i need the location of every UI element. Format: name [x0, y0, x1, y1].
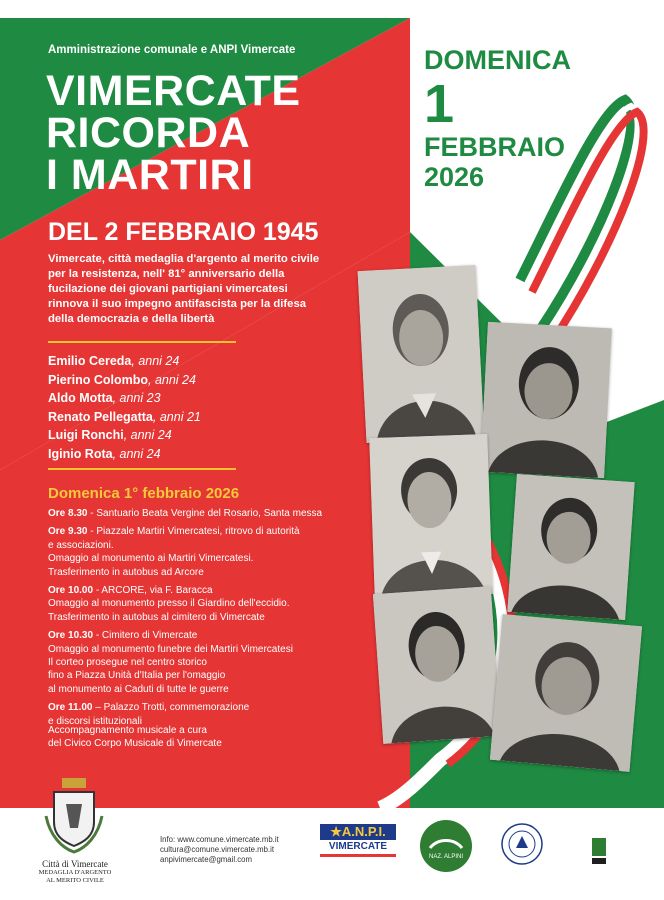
martyr-age: , anni 24 [123, 428, 172, 442]
program-time: Ore 10.00 [48, 585, 94, 597]
program-text: Trasferimento in autobus al cimitero di Vimercate [48, 611, 265, 623]
martyr-name: Emilio Cereda [48, 354, 132, 368]
portrait-photo [373, 586, 501, 744]
city-line: MEDAGLIA D'ARGENTO [38, 869, 112, 876]
program-text: - Santuario Beata Vergine del Rosario, Santa messa [87, 508, 323, 519]
program-text: - Piazzale Martiri Vimercatesi, ritrovo di autorità [87, 526, 300, 538]
list-item [48, 408, 201, 427]
portrait-photo [369, 434, 493, 598]
list-item [48, 426, 201, 445]
list-item [48, 445, 201, 464]
date-weekday: DOMENICA [424, 45, 571, 75]
alpini-label: NAZ. ALPINI [428, 854, 464, 860]
program-text: Omaggio al monumento presso il Giardino dell'eccidio. [48, 598, 290, 610]
program-text: e associazioni. [48, 539, 114, 551]
date-year: 2026 [424, 162, 485, 192]
program-text: - ARCORE, via F. Baracca [93, 585, 213, 597]
poster-title [46, 67, 301, 199]
martyrs-list [48, 352, 201, 463]
program-item [48, 584, 348, 624]
martyr-age: , anni 23 [112, 391, 161, 405]
list-item [48, 389, 201, 408]
intro-line: rinnova il suo impegno antifascista per la difesa [48, 298, 307, 310]
title-line-3: I MARTIRI [46, 151, 254, 199]
intro-line: per la resistenza, nell' 81° anniversario della [48, 268, 285, 280]
martyr-name: Renato Pellegatta [48, 409, 153, 424]
event-date [424, 44, 571, 192]
martyr-name: Aldo Motta [48, 391, 113, 405]
anpi-bottom-text: VIMERCATE [320, 840, 396, 857]
martyr-age: , anni 24 [131, 354, 180, 368]
list-item [48, 371, 201, 390]
program-list [48, 507, 348, 733]
program-time: Ore 10.30 [48, 630, 94, 642]
portrait-photo [490, 614, 642, 772]
organizer-line: Amministrazione comunale e ANPI Vimercate [48, 44, 296, 56]
program-text: Omaggio al monumento funebre dei Martiri Vimercatesi [48, 643, 293, 655]
anpi-top-text: A.N.P.I. [341, 824, 386, 839]
program-time: Ore 11.00 [48, 702, 93, 714]
program-text: Trasferimento in autobus ad Arcore [48, 566, 204, 578]
program-text: fino a Piazza Unità d'Italia per l'omaggio [48, 670, 226, 682]
poster-subtitle: DEL 2 FEBBRAIO 1945 [48, 218, 319, 246]
date-month: FEBBRAIO [424, 132, 565, 162]
accompaniment-note [48, 724, 222, 751]
info-line: anpivimercate@gmail.com [160, 855, 252, 864]
accompaniment-line: Accompagnamento musicale a cura [48, 725, 207, 736]
program-time: Ore 8.30 [48, 508, 88, 519]
martyr-age: , anni 21 [152, 409, 201, 424]
program-time: Ore 9.30 [48, 526, 88, 538]
city-name: Città di Vimercate [42, 859, 108, 869]
contact-info [160, 835, 279, 865]
date-day: 1 [424, 74, 455, 134]
portrait-photo [358, 265, 485, 443]
portrait-photo [480, 322, 612, 478]
program-text: Il corteo prosegue nel centro storico [48, 657, 207, 669]
title-line-2: RICORDA [46, 109, 251, 157]
list-item [48, 352, 201, 371]
martyr-age: , anni 24 [112, 446, 161, 461]
program-item [48, 629, 348, 696]
program-text: e discorsi istituzionali [48, 715, 142, 727]
city-line: AL MERITO CIVILE [46, 877, 104, 884]
small-emblem-icon [590, 836, 608, 866]
intro-line: fucilazione dei giovani partigiani vimercatesi [48, 283, 288, 295]
martyr-name: Iginio Rota [48, 446, 113, 461]
intro-line: Vimercate, città medaglia d'argento al merito civile [48, 253, 320, 265]
info-line: Info: www.comune.vimercate.mb.it [160, 835, 279, 844]
program-text: al monumento ai Caduti di tutte le guerre [48, 683, 229, 695]
city-caption [20, 859, 130, 885]
intro-line: della democrazia e della libertà [48, 313, 215, 325]
portrait-photo [507, 474, 634, 620]
program-item [48, 525, 348, 579]
circular-seal-icon [500, 822, 544, 866]
title-line-1: VIMERCATE [46, 67, 301, 115]
info-line: cultura@comune.vimercate.mb.it [160, 845, 275, 854]
program-text: - Cimitero di Vimercate [93, 630, 198, 642]
martyr-name: Luigi Ronchi [48, 428, 124, 442]
city-crest-icon [42, 776, 106, 856]
program-date-heading: Domenica 1° febbraio 2026 [48, 485, 240, 502]
program-text: Omaggio al monumento ai Martiri Vimercatesi. [48, 553, 254, 565]
divider-bottom [48, 468, 236, 470]
program-text: – Palazzo Trotti, commemorazione [92, 702, 250, 714]
intro-paragraph [48, 252, 348, 327]
divider-top [48, 341, 236, 343]
anpi-logo-icon: ★A.N.P.I. VIMERCATE [320, 824, 396, 856]
alpini-logo-icon [418, 818, 474, 874]
martyr-name: Pierino Colombo [48, 372, 148, 387]
martyr-age: , anni 24 [148, 372, 196, 387]
program-item [48, 507, 348, 520]
accompaniment-line: del Civico Corpo Musicale di Vimercate [48, 738, 222, 750]
